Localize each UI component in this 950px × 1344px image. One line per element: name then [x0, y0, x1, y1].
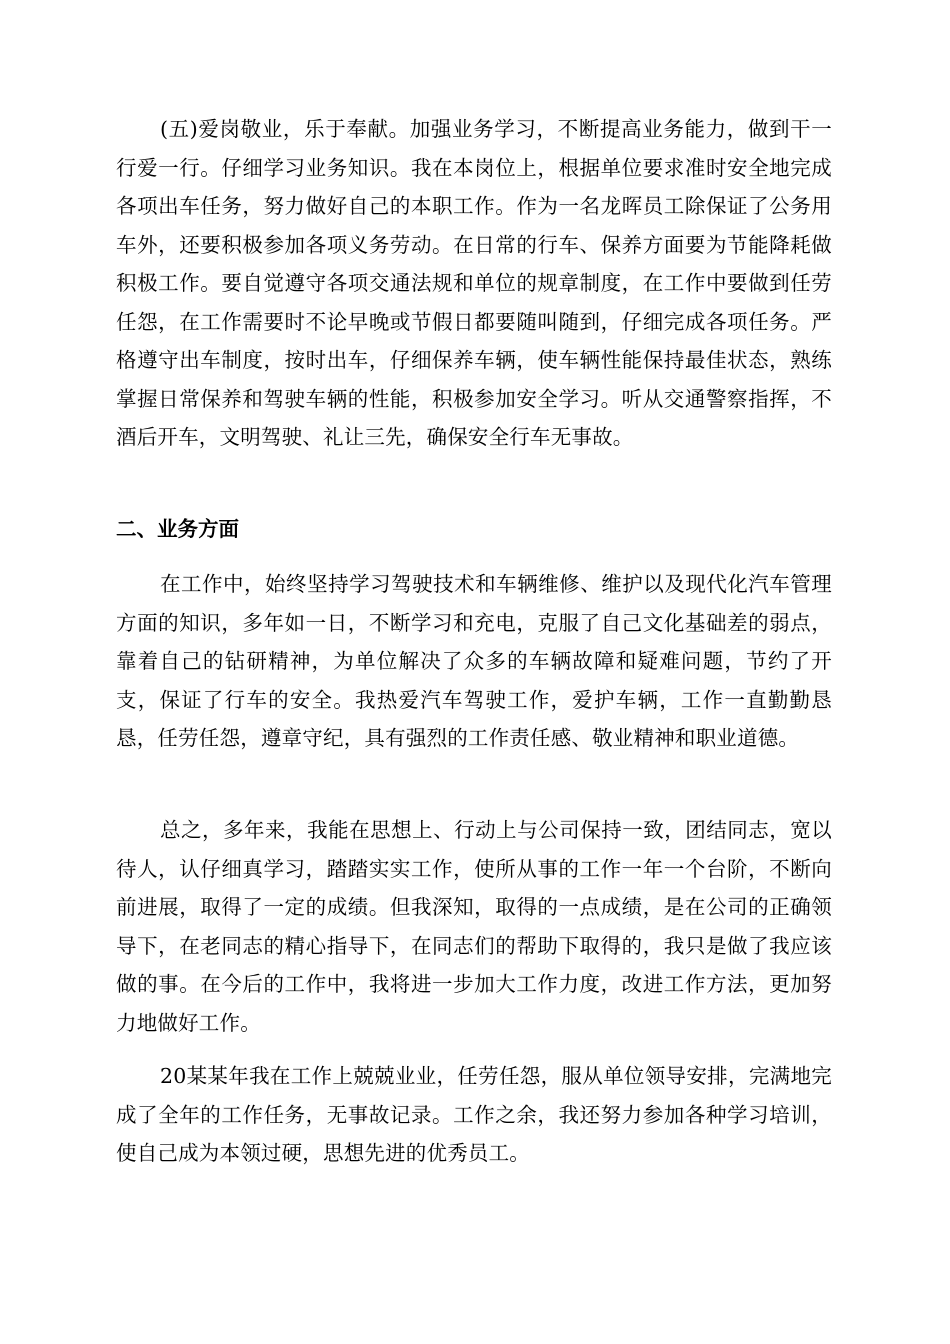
section-heading-business: 二、业务方面: [116, 517, 239, 541]
paragraph-dedication: (五)爱岗敬业，乐于奉献。加强业务学习，不断提高业务能力，做到干一行爱一行。仔细学习业务知识。我在本岗位上，根据单位要求准时安全地完成各项出车任务，努力做好自己的本职工作。作为一名龙晖员工除保证了公务用车外，还要积极参加各项义务劳动。在日常的行车、保养方面要为节能降耗做积极工作。要自觉遵守各项交通法规和单位的规章制度，在工作中要做到任劳任怨，在工作需要时不论早晚或节假日都要随叫随到，仔细完成各项任务。严格遵守出车制度，按时出车，仔细保养车辆，使车辆性能保持最佳状态，熟练掌握日常保养和驾驶车辆的性能，积极参加安全学习。听从交通警察指挥，不酒后开车，文明驾驶、礼让三先，确保安全行车无事故。: [116, 117, 832, 449]
paragraph-summary: 总之，多年来，我能在思想上、行动上与公司保持一致，团结同志，宽以待人，认仔细真学习，踏踏实实工作，使所从事的工作一年一个台阶，不断向前进展，取得了一定的成绩。但我深知，取得的一点成绩，是在公司的正确领导下，在老同志的精心指导下，在同志们的帮助下取得的，我只是做了我应该做的事。在今后的工作中，我将进一步加大工作力度，改进工作方法，更加努力地做好工作。: [116, 818, 832, 1035]
paragraph-year-review: 20某某年我在工作上兢兢业业，任劳任怨，服从单位领导安排，完满地完成了全年的工作任务，无事故记录。工作之余，我还努力参加各种学习培训，使自己成为本领过硬，思想先进的优秀员工。: [116, 1064, 832, 1165]
paragraph-business: 在工作中，始终坚持学习驾驶技术和车辆维修、维护以及现代化汽车管理方面的知识，多年如一日，不断学习和充电，克服了自己文化基础差的弱点，靠着自己的钻研精神，为单位解决了众多的车辆故障和疑难问题，节约了开支，保证了行车的安全。我热爱汽车驾驶工作，爱护车辆，工作一直勤勤恳恳，任劳任怨，遵章守纪，具有强烈的工作责任感、敬业精神和职业道德。: [116, 572, 832, 750]
